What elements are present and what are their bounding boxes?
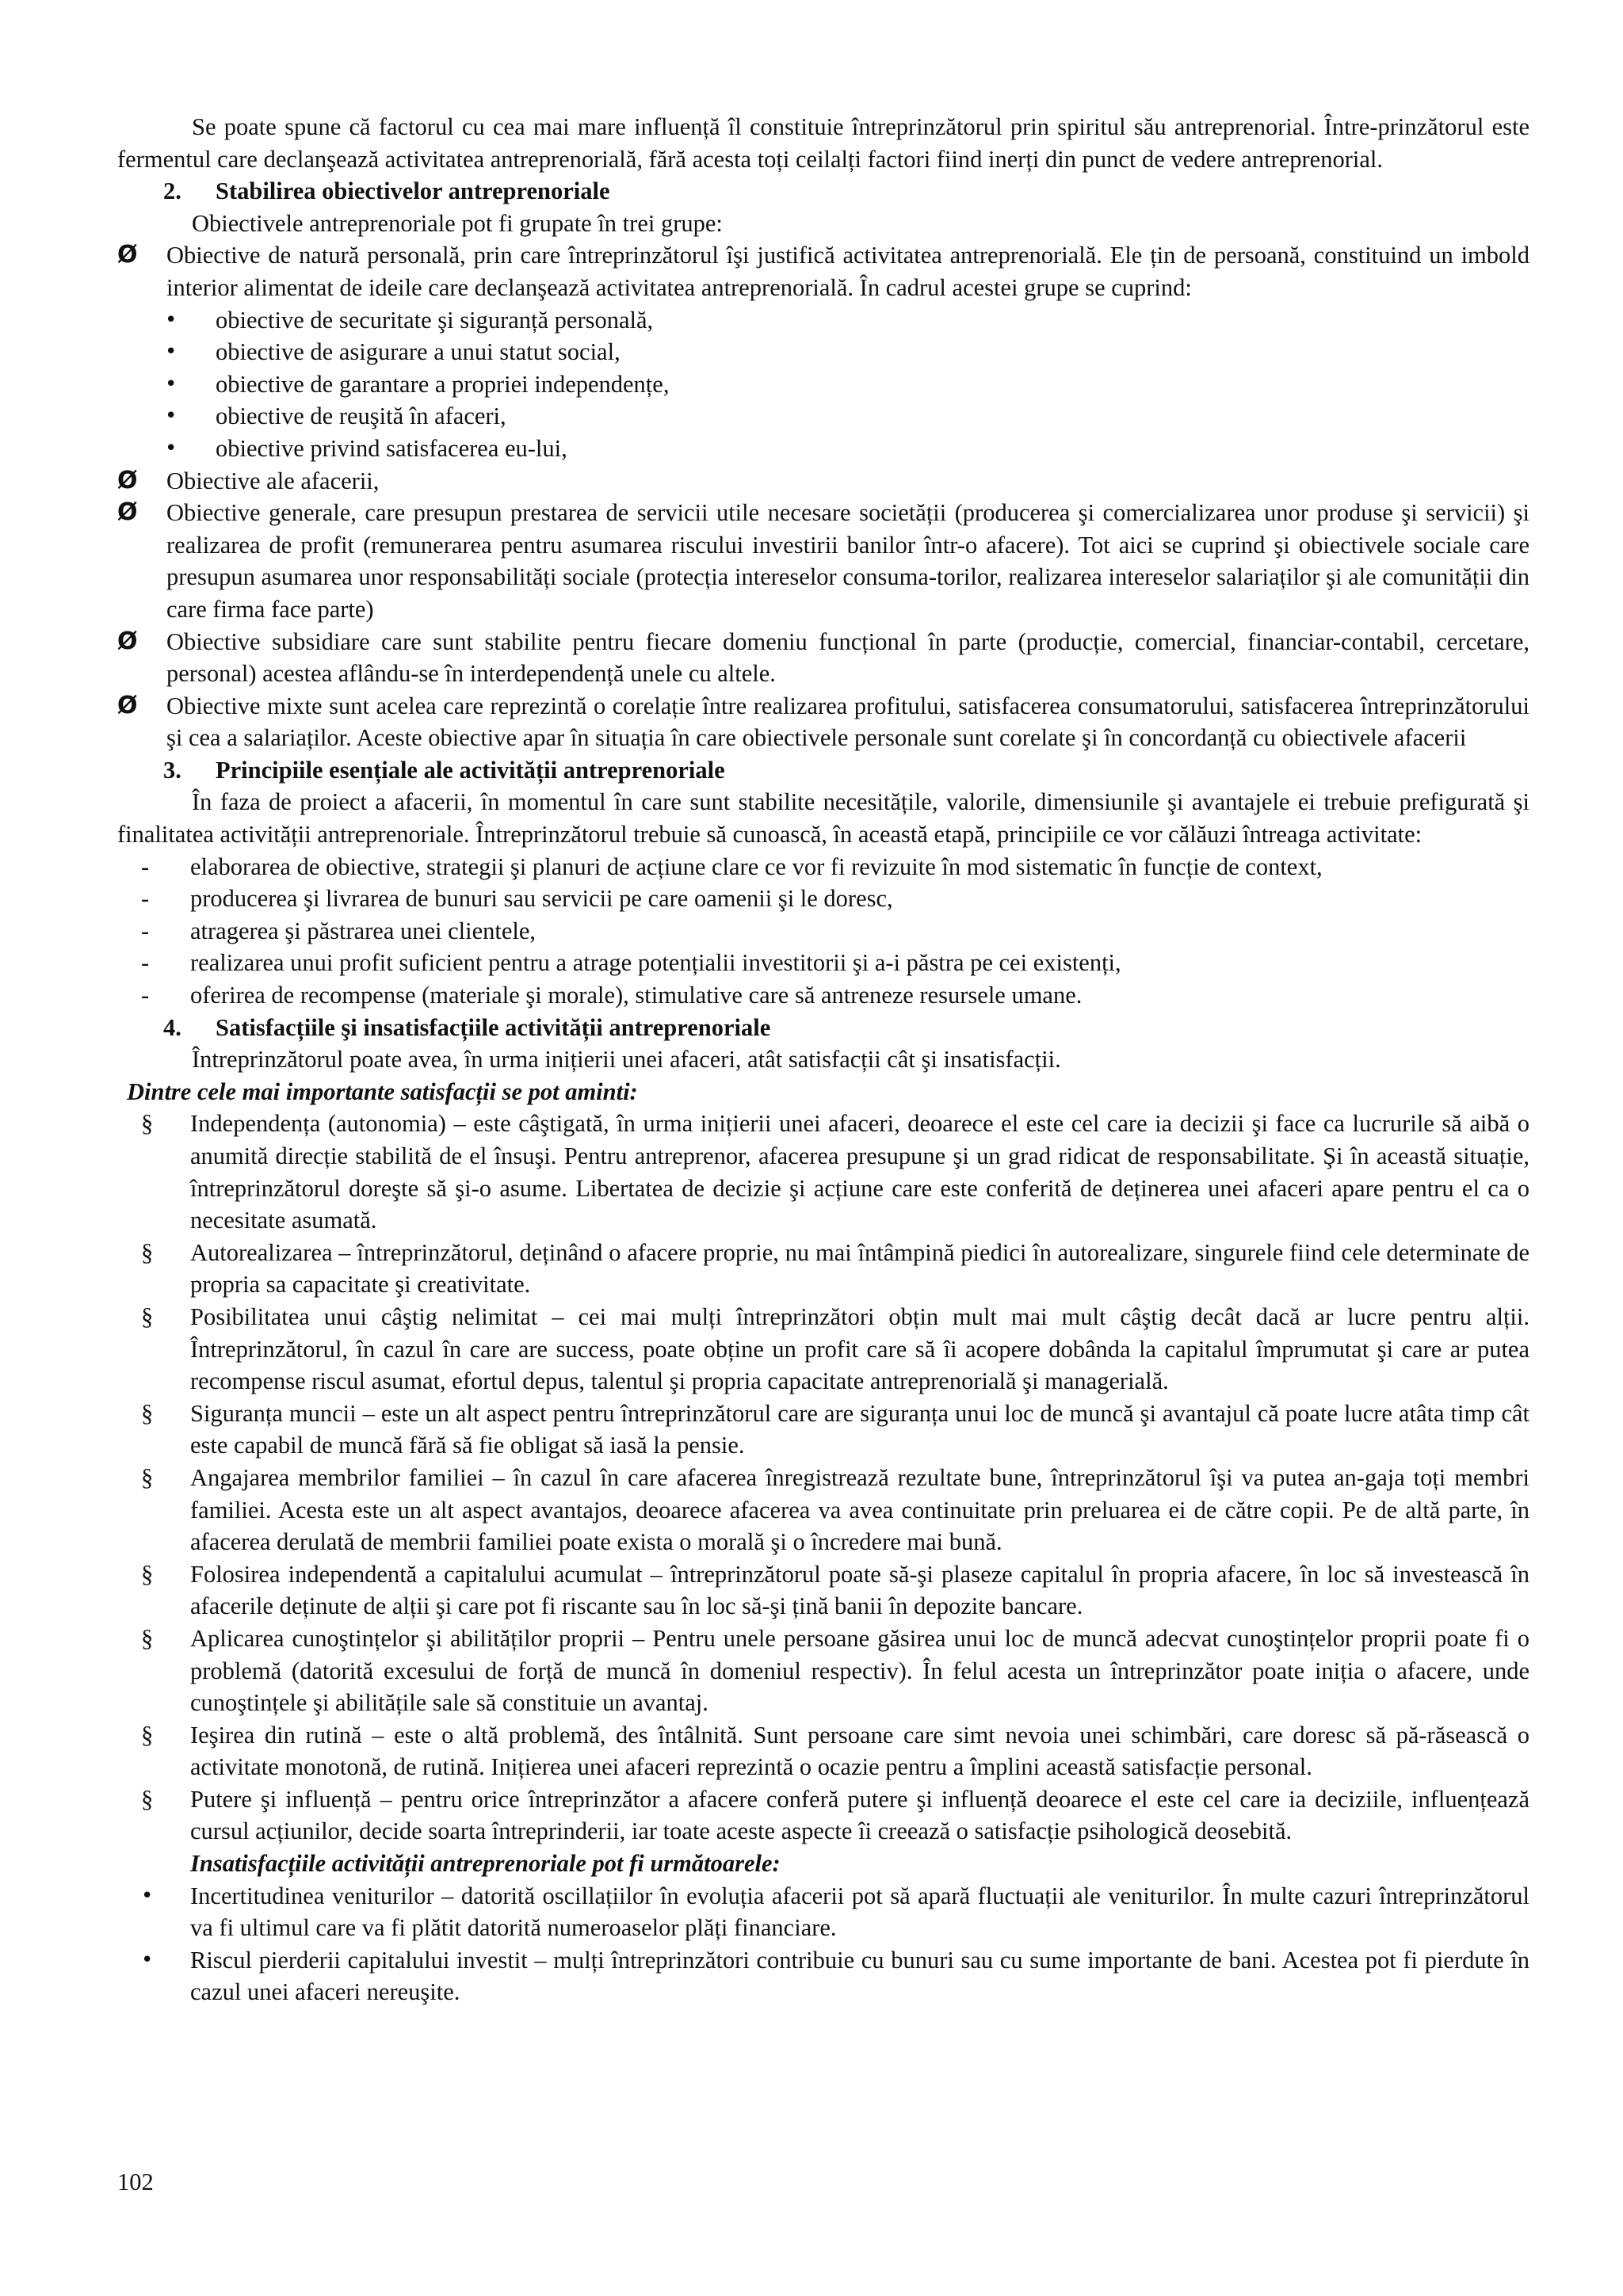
insatisfaction-item: [117, 1880, 1529, 1944]
dash-marker: -: [141, 917, 150, 944]
personal-objective-text: obiective de garantare a propriei independențe,: [216, 370, 670, 398]
section-sign-icon: §: [141, 1238, 154, 1266]
satisfaction-text: Putere şi influență – pentru orice întreprinzător a afacere conferă putere şi influență deoarece el este cel care ia deciziile, influențează cursul acțiunilor, decide soarta întreprinderii, iar toate aceste aspecte îi creează o satisfacție psihologică deosebită.: [190, 1785, 1529, 1845]
bullet-icon: •: [165, 340, 178, 364]
principle-item: [117, 979, 1529, 1012]
insatisfactions-heading: Insatisfacțiile activității antreprenoriale pot fi următoarele:: [190, 1850, 781, 1878]
arrow-marker-icon: Ø: [117, 466, 138, 494]
principle-item: [117, 851, 1529, 883]
personal-objective-item: [117, 336, 1529, 368]
personal-objective-text: obiective de securitate şi siguranță personală,: [216, 306, 654, 334]
section-4-heading: [117, 1012, 1529, 1044]
dash-marker: -: [141, 982, 150, 1009]
principle-item: [117, 883, 1529, 915]
principle-text: atragerea şi păstrarea unei clientele,: [190, 917, 537, 944]
dash-marker: -: [141, 949, 150, 977]
personal-objective-item: [117, 400, 1529, 433]
satisfaction-text: Folosirea independentă a capitalului acumulat – întreprinzătorul poate să-şi plaseze capitalul în propria afacere, în loc să investească în afacerile deținute de alții şi care pot fi riscante sau în loc să-şi țină banii în depozite bancare.: [190, 1560, 1529, 1620]
principle-text: oferirea de recompense (materiale şi morale), stimulative care să antreneze resursele umane.: [190, 982, 1083, 1009]
satisfaction-text: Aplicarea cunoştințelor şi abilităților proprii – Pentru unele persoane găsirea unui loc de muncă adecvat cunoştințelor proprii poate fi o problemă (datorită excesului de forță de muncă în domeniul respectiv). În felul acesta un întreprinzător poate iniția o afacere, unde cunoştințele şi abilitățile sale să constituie un avantaj.: [190, 1624, 1529, 1717]
intro-paragraph: Se poate spune că factorul cu cea mai mare influență îl constituie întreprinzătorul prin spiritul său antreprenorial. Între-prinzătorul este fermentul care declanşează activitatea antreprenorială, fără acesta toți ceilalți factori fiind inerți din punct de vedere antreprenorial.: [117, 113, 1529, 173]
objective-item: [117, 465, 1529, 498]
section-2-number: 2.: [163, 177, 181, 205]
principle-text: producerea şi livrarea de bunuri sau servicii pe care oamenii şi le doresc,: [190, 885, 893, 913]
dash-marker: -: [141, 885, 150, 913]
objective-item: [117, 497, 1529, 625]
insatisfaction-text: Incertitudinea veniturilor – datorită oscillațiilor în evoluția afacerii pot să apară fluctuații ale veniturilor. În multe cazuri întreprinzătorul va fi ultimul care va fi plătit datorită numeroaselor plăți financiare.: [190, 1882, 1529, 1942]
section-2-heading: [117, 175, 1529, 208]
satisfaction-text: Angajarea membrilor familiei – în cazul în care afacerea înregistrează rezultate bune, întreprinzătorul îşi va putea an-gaja toți membri familiei. Acesta este un alt aspect avantajos, deoarece afacerea va avea continuitate prin preluarea ei de către copii. Pe de altă parte, în afacerea derulată de membrii familiei poate exista o morală şi o încredere mai bună.: [190, 1463, 1529, 1556]
satisfaction-text: Independența (autonomia) – este câştigată, în urma inițierii unei afaceri, deoarece el este cel care ia decizii şi face ca lucrurile să aibă o anumită direcție stabilită de el însuşi. Pentru antreprenor, afacerea presupune şi un grad ridicat de responsabilitate. Şi în această situație, întreprinzătorul doreşte să şi-o asume. Libertatea de decizie şi acțiune care este conferită de deținerea unei afaceri apare pentru el ca o necesitate asumată.: [190, 1110, 1529, 1234]
section-3-number: 3.: [163, 756, 181, 784]
section-3-title: Principiile esențiale ale activității antreprenoriale: [216, 756, 725, 784]
objective-item: [117, 239, 1529, 303]
objective-text: Obiective ale afacerii,: [166, 467, 380, 494]
bullet-icon: •: [165, 307, 178, 332]
objective-item: [117, 690, 1529, 754]
section-3-lead: În faza de proiect a afacerii, în momentul în care sunt stabilite necesitățile, valorile, dimensiunile şi avantajele ei trebuie prefigurată şi finalitatea activității antreprenoriale. Întreprinzătorul trebuie să cunoască, în această etapă, principiile ce vor călăuzi întreaga activitate:: [117, 788, 1529, 849]
bullet-icon: •: [165, 372, 178, 396]
satisfactions-heading: Dintre cele mai importante satisfacții se pot aminti:: [127, 1077, 638, 1105]
section-sign-icon: §: [141, 1624, 154, 1652]
section-4-title: Satisfacțiile şi insatisfacțiile activității antreprenoriale: [216, 1013, 771, 1041]
principle-text: realizarea unui profit suficient pentru a atrage potențialii investitorii şi a-i păstra pe cei existenți,: [190, 949, 1121, 977]
arrow-marker-icon: Ø: [117, 691, 138, 719]
objective-text: Obiective generale, care presupun prestarea de servicii utile necesare societății (producerea şi comercializarea unor produse şi servicii) şi realizarea de profit (remunerarea pentru asumarea riscului investirii banilor într-o afacere). Tot aici se cuprind şi obiectivele sociale care presupun asumarea unor responsabilități sociale (protecția intereselor consuma-torilor, realizarea intereselor salariaților şi ale comunității din care firma face parte): [166, 499, 1529, 623]
arrow-marker-icon: Ø: [117, 241, 138, 269]
section-2-lead: Obiectivele antreprenoriale pot fi grupate în trei grupe:: [192, 209, 723, 237]
section-4-lead: Întreprinzătorul poate avea, în urma inițierii unei afaceri, atât satisfacții cât şi insatisfacții.: [192, 1046, 1061, 1074]
satisfaction-item: [117, 1398, 1529, 1462]
section-sign-icon: §: [141, 1110, 154, 1138]
satisfaction-item: [117, 1462, 1529, 1558]
objective-text: Obiective subsidiare care sunt stabilite pentru fiecare domeniu funcțional în parte (producție, comercial, financiar-contabil, cercetare, personal) acestea aflându-se în interdependență unele cu altele.: [166, 627, 1529, 688]
objective-text: Obiective mixte sunt acelea care reprezintă o corelație între realizarea profitului, satisfacerea consumatorului, satisfacerea întreprinzătorului şi cea a salariaților. Aceste obiective apar în situația în care obiectivele personale sunt corelate şi în concordanță cu obiectivele afacerii: [166, 692, 1529, 752]
section-sign-icon: §: [141, 1560, 154, 1588]
section-3-heading: [117, 754, 1529, 787]
bullet-icon: •: [141, 1947, 154, 1972]
section-sign-icon: §: [141, 1785, 154, 1813]
insatisfaction-item: [117, 1944, 1529, 2008]
satisfaction-text: Autorealizarea – întreprinzătorul, deținând o afacere proprie, nu mai întâmpină piedici în autorealizare, singurele fiind cele determinate de propria sa capacitate şi creativitate.: [190, 1238, 1529, 1299]
satisfaction-text: Posibilitatea unui câştig nelimitat – cei mai mulți întreprinzători obțin mult mai mult câştig decât dacă ar lucre pentru alții. Întreprinzătorul, în cazul în care are success, poate obține un profit care să îi acopere dobânda la capitalul împrumutat şi care ar putea recompense riscul asumat, efortul depus, talentul şi propria capacitate antreprenorială şi managerială.: [190, 1302, 1529, 1395]
arrow-marker-icon: Ø: [117, 627, 138, 655]
personal-objective-item: [117, 433, 1529, 465]
personal-objective-text: obiective privind satisfacerea eu-lui,: [216, 434, 567, 462]
objective-item: [117, 626, 1529, 690]
satisfaction-text: Siguranța muncii – este un alt aspect pentru întreprinzătorul care are siguranța unui loc de muncă şi avantajul că poate lucre atâta timp cât este capabil de muncă fără să fie obligat să iasă la pensie.: [190, 1399, 1529, 1459]
satisfaction-item: [117, 1783, 1529, 1848]
satisfaction-item: [117, 1108, 1529, 1236]
satisfaction-item: [117, 1719, 1529, 1783]
satisfaction-item: [117, 1301, 1529, 1398]
section-4-number: 4.: [163, 1013, 181, 1041]
personal-objective-text: obiective de reuşită în afaceri,: [216, 402, 506, 430]
satisfaction-text: Ieşirea din rutină – este o altă problemă, des întâlnită. Sunt persoane care simt nevoia unei schimbări, care doresc să pă-răsească o activitate monotonă, de rutină. Inițierea unei afaceri reprezintă o ocazie pentru a împlini această satisfacție personal.: [190, 1721, 1529, 1781]
insatisfaction-text: Riscul pierderii capitalului investit – mulți întreprinzători contribuie cu bunuri sau cu sume importante de bani. Acestea pot fi pierdute în cazul unei afaceri nereuşite.: [190, 1946, 1529, 2006]
satisfaction-item: [117, 1237, 1529, 1301]
personal-objective-item: [117, 304, 1529, 337]
page-number: 102: [117, 2168, 154, 2195]
arrow-marker-icon: Ø: [117, 498, 138, 527]
satisfaction-item: [117, 1623, 1529, 1719]
document-page: [117, 111, 1529, 2008]
dash-marker: -: [141, 852, 150, 880]
section-sign-icon: §: [141, 1463, 154, 1491]
section-2-title: Stabilirea obiectivelor antreprenoriale: [216, 177, 610, 205]
bullet-icon: •: [141, 1883, 154, 1908]
section-sign-icon: §: [141, 1399, 154, 1427]
satisfaction-item: [117, 1558, 1529, 1623]
section-sign-icon: §: [141, 1721, 154, 1749]
principle-item: [117, 915, 1529, 948]
section-sign-icon: §: [141, 1302, 154, 1330]
principle-item: [117, 947, 1529, 979]
personal-objective-item: [117, 368, 1529, 401]
personal-objective-text: obiective de asigurare a unui statut social,: [216, 338, 621, 366]
principle-text: elaborarea de obiective, strategii şi planuri de acțiune clare ce vor fi revizuite în mod sistematic în funcție de context,: [190, 852, 1323, 880]
objective-text: Obiective de natură personală, prin care întreprinzătorul îşi justifică activitatea antreprenorială. Ele țin de persoană, constituind un imbold interior alimentat de ideile care declanşează activitatea antreprenorială. În cadrul acestei grupe se cuprind:: [166, 242, 1529, 301]
bullet-icon: •: [165, 404, 178, 429]
bullet-icon: •: [165, 436, 178, 460]
